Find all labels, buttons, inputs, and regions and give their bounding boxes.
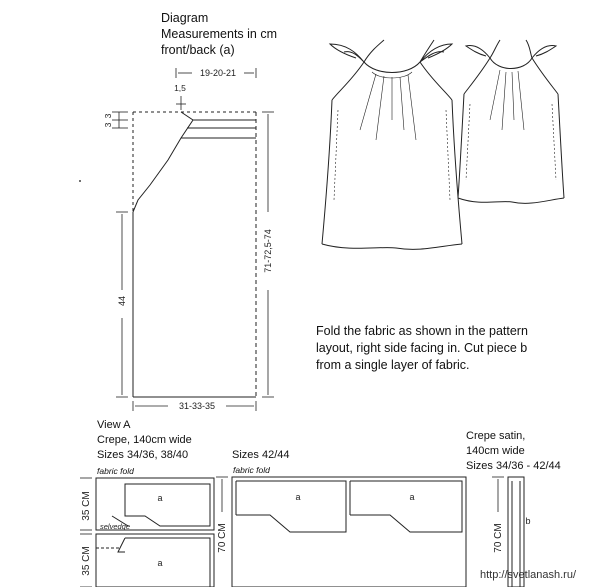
view-b-rect [232, 477, 466, 587]
stray-dot [79, 180, 81, 182]
side-length-label: 44 [117, 295, 127, 307]
view-a-lower-rect [96, 534, 214, 587]
view-c-fabric-line-2: 140cm wide [466, 445, 525, 457]
view-c-piece-label: b [525, 516, 531, 526]
diagram-title: Diagram [161, 11, 209, 25]
view-b-dim: 70 CM [217, 523, 228, 553]
dim-side-length [116, 212, 128, 397]
neckline [364, 62, 420, 73]
right-tie-2 [532, 46, 556, 59]
view-a-piece-label-bottom: a [157, 558, 163, 568]
measurements-label: Measurements in cm [161, 27, 278, 41]
instruction-line-3: from a single layer of fabric. [316, 358, 470, 372]
left-tie [330, 44, 364, 62]
view-b-piece-1 [236, 481, 346, 532]
view-a-piece-a-top [125, 484, 210, 526]
dim-strap [112, 112, 128, 128]
neck-width-label: 19-20-21 [199, 68, 237, 78]
view-a-fold-label: fabric fold [97, 466, 134, 476]
view-a-dim-1: 35 CM [81, 491, 92, 521]
view-b-piece-2 [350, 481, 462, 532]
view-a-selvedge-label: selvedge [100, 522, 131, 531]
armhole-curve [133, 112, 193, 212]
instruction-line-2: layout, right side facing in. Cut piece b [316, 341, 528, 355]
view-a-upper-rect [96, 478, 214, 530]
right-tie [420, 44, 452, 62]
dim-hem-width [133, 401, 256, 411]
strap-dim-a: 3 [103, 113, 113, 119]
view-c-dim: 70 CM [493, 523, 504, 553]
watermark: http://svetlanash.ru/ [480, 569, 576, 581]
view-a-piece-a-bottom [118, 538, 210, 587]
view-b-fold-label: fabric fold [233, 465, 270, 475]
dim-neck-drop [176, 96, 186, 110]
layout-view-a [96, 478, 214, 587]
view-c-fabric-line-1: Crepe satin, [466, 430, 526, 442]
center-length-label: 71-72,5-74 [263, 229, 273, 273]
dim-neck-width [176, 68, 256, 78]
left-tie-2 [466, 46, 490, 59]
view-a-sizes: Sizes 34/36, 38/40 [97, 449, 189, 461]
view-a-title: View A [97, 419, 131, 431]
view-c-sizes: Sizes 34/36 - 42/44 [466, 460, 561, 472]
top-illustration [458, 40, 564, 203]
hem-width-label: 31-33-35 [178, 401, 216, 411]
view-a-dims [80, 478, 92, 587]
dim-center-length [262, 112, 274, 397]
piece-label: front/back (a) [161, 43, 235, 57]
layout-view-b [232, 477, 466, 587]
view-b-piece-label-2: a [409, 492, 415, 502]
pattern-piece-a [133, 112, 256, 397]
instruction-line-1: Fold the fabric as shown in the pattern [316, 324, 528, 338]
view-b-sizes: Sizes 42/44 [232, 449, 290, 461]
dress-hem [322, 244, 462, 249]
view-a-dim-2: 35 CM [81, 546, 92, 576]
view-b-piece-label-1: a [295, 492, 301, 502]
view-a-piece-label-top: a [157, 493, 163, 503]
strap-dim-b: 3 [103, 122, 113, 128]
view-b-dims [216, 477, 228, 512]
dress-illustration-long [322, 40, 462, 249]
view-a-fabric: Crepe, 140cm wide [97, 434, 192, 446]
neck-drop-label: 1,5 [174, 83, 186, 93]
view-c-dims [492, 477, 504, 512]
